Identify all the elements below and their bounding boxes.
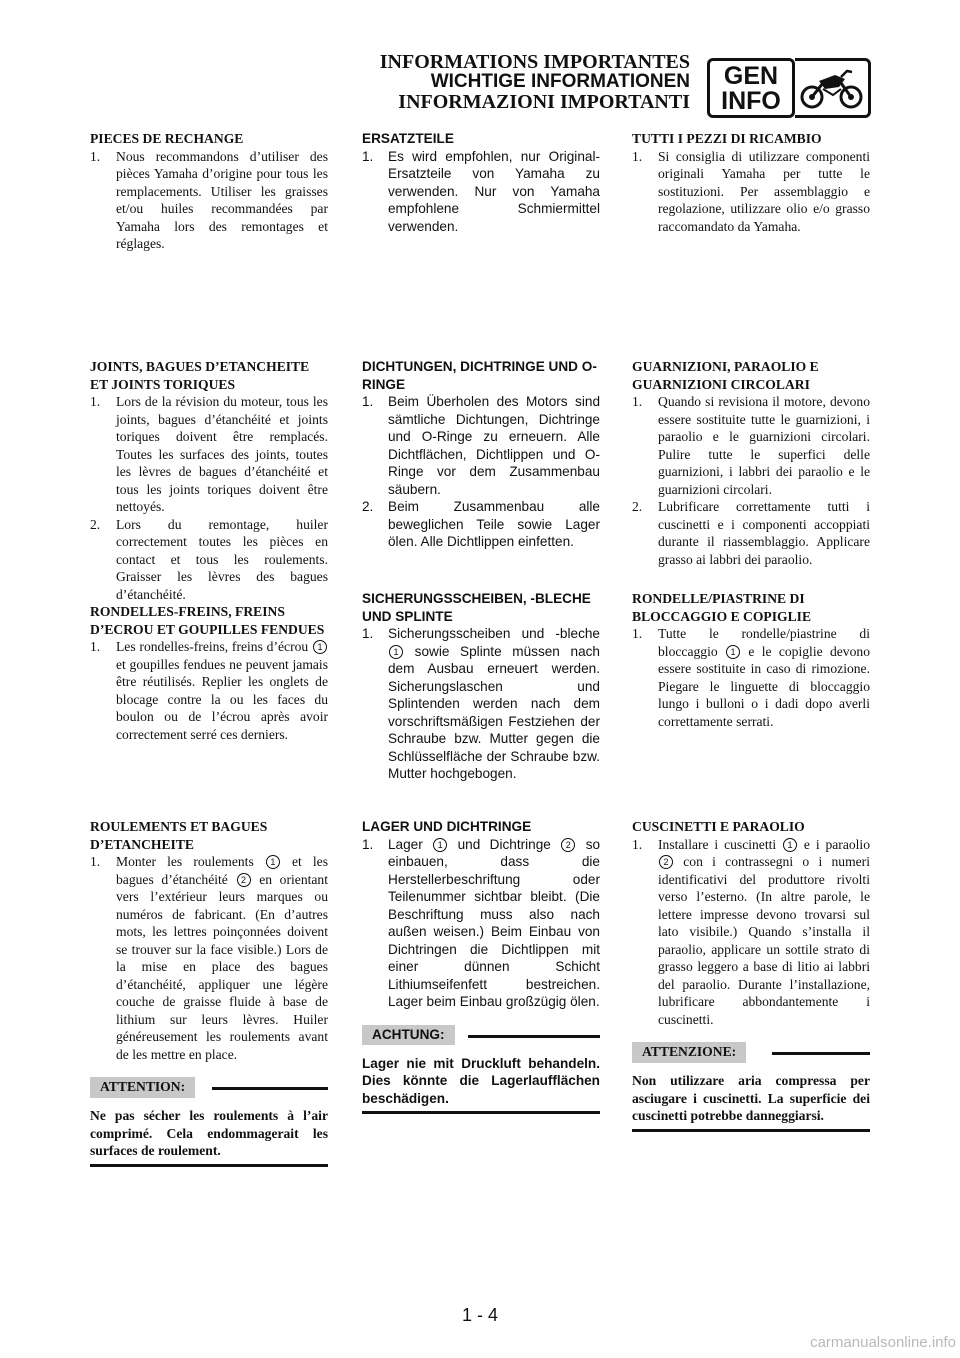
de-caution-label: ACHTUNG:: [362, 1025, 455, 1046]
list-item: [632, 625, 870, 730]
de-bearings-item1: [388, 836, 600, 1011]
item-number: 2.: [632, 499, 643, 514]
fr-bearings-item1-c: en orientant vers l’extérieur leurs marques ou numéros de fabricant. (En d’autres mots, les lettres poinçonnées doivent se trouver sur la face visible.) Lors de la mise en place des bagues d’étanchéité, appliquer une légère couche de graisse fluide à base de lithium sur leurs lèvres. Huiler généreusement les roulements avant de les mettre en place.: [116, 871, 329, 1062]
divider: [212, 1087, 328, 1090]
fr-lock-item1-a: Les rondelles-freins, freins d’écrou: [116, 639, 309, 654]
de-lock-heading: SICHERUNGSSCHEIBEN, -BLECHE UND SPLINTE: [362, 591, 591, 624]
it-bearings-item1: [658, 836, 870, 1029]
item-number: 1.: [362, 394, 374, 409]
callout-1: 1: [389, 645, 403, 659]
fr-gaskets-item2: Lors du remontage, huiler correctement toutes les pièces en contact et tous les roulements. Graisser les lèvres des bagues d’étanchéité.: [116, 516, 328, 602]
it-lock-item1: [658, 625, 870, 730]
it-bearings-item1-b: e i paraolio: [803, 836, 870, 852]
fr-section-bearings: [90, 818, 328, 1167]
callout-1: 1: [726, 645, 740, 659]
item-number: 1.: [632, 836, 643, 852]
it-section-spare-parts: [632, 130, 870, 235]
motorcycle-badge: [795, 58, 871, 118]
motorcycle-icon: [795, 61, 868, 118]
de-gaskets-item1: Beim Überholen des Motors sind sämtliche Dichtungen, Dichtringe und O-Ringe zu erneuern. Alle Dichtflächen, Dichtlippen und O-Ringe vor dem Zusammenbau säubern.: [388, 394, 600, 497]
item-number: 1.: [362, 148, 374, 164]
de-section-spare-parts: [362, 130, 600, 235]
de-caution-text: Lager nie mit Druckluft behandeln. Dies könnte die Lagerlaufflächen beschädigen.: [362, 1055, 600, 1106]
list-item: [632, 148, 870, 236]
list-item: [90, 638, 328, 743]
item-number: 2.: [90, 516, 101, 532]
de-section-bearings: [362, 818, 600, 1114]
it-bearings-item1-a: Installare i cuscinetti: [658, 836, 777, 852]
de-bearings-item1-c: so einbauen, dass die Herstellerbeschriftung oder Teilenummer sichtbar bleibt. (Die Beschriftung muss also nach außen weisen.) Beim Einbau von Dichtringen die Dichtlippen mit einer dünnen Schicht Lithiumseifenfett bestreichen. Lager beim Einbau großzügig ölen.: [388, 836, 601, 1009]
list-item: [362, 625, 600, 783]
item-number: 1.: [90, 394, 101, 409]
list-item: [362, 148, 600, 236]
it-lock-item1-a: Tutte le rondelle/piastrine di bloccaggio: [658, 626, 870, 659]
it-bearings-heading: CUSCINETTI E PARAOLIO: [632, 819, 805, 834]
divider: [772, 1052, 870, 1055]
fr-caution-label: ATTENTION:: [90, 1077, 195, 1098]
list-item: [362, 498, 600, 551]
item-number: 1.: [90, 148, 101, 164]
item-number: 2.: [362, 499, 374, 514]
de-bearings-item1-a: Lager: [388, 836, 423, 852]
fr-spare-item1: Nous recommandons d’utiliser des pièces Yamaha d’origine pour tous les remplacements. Utiliser les graisses et/ou huiles recommandées par Yamaha lors des remontages et réglages.: [116, 148, 328, 251]
de-gaskets-item2: Beim Zusammenbau alle beweglichen Teile sowie Lager ölen. Alle Dichtlippen einfetten.: [388, 499, 600, 549]
it-caution-box: [632, 1042, 870, 1132]
fr-caution-box: [90, 1077, 328, 1167]
fr-gaskets-item1: Lors de la révision du moteur, tous les joints, bagues d’étanchéité et joints toriques doivent être remplacés. Toutes les surfaces des joints, toutes les lèvres de bagues d’étanchéité et tous les joints toriques doivent être nettoyés.: [116, 394, 328, 514]
it-lock-item1-b: e le copiglie devono essere sostituite in caso di rimozione. Piegare le linguette di bloccaggio lungo i bulloni o i dadi dopo averli correttamente serrati.: [658, 643, 870, 729]
fr-lock-item1-b: et goupilles fendues ne peuvent jamais être réutilisés. Replier les onglets de blocage contre la ou les faces du boulon ou de l’écrou après avoir correctement serré ces derniers.: [116, 656, 328, 742]
footer-watermark[interactable]: carmanualsonline.info: [810, 1334, 956, 1351]
de-section-lock: [362, 590, 600, 783]
de-section-gaskets: [362, 358, 600, 551]
callout-1: 1: [433, 838, 447, 852]
item-number: 1.: [362, 626, 374, 641]
list-item: [90, 853, 328, 1063]
de-lock-item1-a: Sicherungsscheiben und -bleche: [388, 626, 600, 641]
it-bearings-item1-c: con i contrassegni o i numeri identificativi del produttore rivolti verso l’esterno. (In altre parole, le lettere impresse devono trovarsi sul lato visibile.) Quando s’installa il paraolio, applicare un sottile strato di grasso leggero a base di litio ai labbri del paraolio. Durante l’installazione, lubrificare abbondantemente i cuscinetti.: [658, 854, 870, 1027]
it-caution-text: Non utilizzare aria compressa per asciugare i cuscinetti. La superficie dei cuscinetti potrebbe danneggiarsi.: [632, 1073, 870, 1123]
callout-1: 1: [266, 855, 280, 869]
title-italian: INFORMAZIONI IMPORTANTI: [398, 91, 690, 113]
fr-bearings-heading: ROULEMENTS ET BAGUES D’ETANCHEITE: [90, 819, 268, 852]
divider: [468, 1035, 600, 1038]
item-number: 1.: [632, 148, 643, 164]
list-item: [90, 148, 328, 253]
callout-1: 1: [783, 838, 797, 852]
badge-gen: GEN: [723, 62, 779, 90]
it-spare-heading: TUTTI I PEZZI DI RICAMBIO: [632, 131, 822, 146]
fr-section-spare-parts: [90, 130, 328, 253]
divider: [362, 1111, 600, 1114]
fr-caution-text: Ne pas sécher les roulements à l’air comprimé. Cela endommagerait les surfaces de roulement.: [90, 1108, 328, 1158]
item-number: 1.: [90, 639, 101, 654]
title-french: INFORMATIONS IMPORTANTES: [379, 51, 690, 73]
it-lock-heading: RONDELLE/PIASTRINE DI BLOCCAGGIO E COPIGLIE: [632, 591, 812, 624]
de-spare-item1: Es wird empfohlen, nur Original-Ersatzteile von Yamaha zu verwenden. Nur von Yamaha empfohlene Schmiermittel verwenden.: [388, 148, 600, 234]
fr-gaskets-heading: JOINTS, BAGUES D’ETANCHEITE ET JOINTS TORIQUES: [90, 359, 310, 392]
de-lock-item1-b: sowie Splinte müssen nach dem Ausbau erneuert werden. Sicherungslaschen und Splintenden werden nach dem vorschriftsmäßigen Festziehen der Schraube bzw. Mutter gegen die Schlüsselfläche der Schraube bzw. Mutter hochgebogen.: [388, 643, 600, 781]
divider: [632, 1129, 870, 1132]
fr-bearings-item1-b: et les bagues d’étanchéité: [116, 854, 328, 887]
de-caution-box: [362, 1025, 600, 1115]
list-item: [632, 836, 870, 1029]
page-number: 1 - 4: [461, 1305, 499, 1325]
item-number: 1.: [632, 626, 643, 641]
de-spare-heading: ERSATZTEILE: [362, 131, 454, 146]
item-number: 1.: [632, 394, 643, 409]
callout-2: 2: [659, 855, 673, 869]
callout-1: 1: [313, 640, 327, 654]
it-gaskets-item2: Lubrificare correttamente tutti i cuscinetti e i componenti accoppiati durante il riassemblaggio. Applicare grasso ai labbri dei paraolio.: [658, 499, 870, 567]
page-header-titles: [380, 52, 690, 112]
list-item: [90, 516, 328, 604]
fr-bearings-item1: [116, 853, 328, 1063]
de-gaskets-heading: DICHTUNGEN, DICHTRINGE UND O-RINGE: [362, 359, 597, 392]
it-gaskets-item1: Quando si revisiona il motore, devono essere sostituite tutte le guarnizioni, i paraolio e le guarnizioni circolari. Pulire tutte le superfici delle guarnizioni, i labbri dei paraolio e le guarnizioni circolari.: [658, 394, 870, 497]
it-section-gaskets: [632, 358, 870, 568]
it-caution-label: ATTENZIONE:: [632, 1042, 746, 1063]
list-item: [362, 836, 600, 1011]
it-spare-item1: Si consiglia di utilizzare componenti originali Yamaha per tutte le sostituzioni. Per assemblaggio e regolazione, utilizzare olio e/o grasso raccomandato da Yamaha.: [658, 148, 870, 234]
item-number: 1.: [362, 836, 374, 852]
fr-spare-heading: PIECES DE RECHANGE: [90, 131, 244, 146]
callout-2: 2: [561, 838, 575, 852]
list-item: [90, 393, 328, 516]
item-number: 1.: [90, 854, 101, 869]
fr-section-gaskets: [90, 358, 328, 743]
it-section-bearings: [632, 818, 870, 1132]
list-item: [632, 393, 870, 498]
it-section-lock: [632, 590, 870, 730]
fr-bearings-item1-a: Monter les roulements: [116, 854, 254, 869]
de-bearings-item1-b: und Dichtringe: [457, 836, 551, 852]
it-gaskets-heading: GUARNIZIONI, PARAOLIO E GUARNIZIONI CIRCOLARI: [632, 359, 819, 392]
list-item: [362, 393, 600, 498]
gen-info-badge: [707, 58, 795, 118]
title-german: WICHTIGE INFORMATIONEN: [430, 71, 690, 92]
divider: [90, 1164, 328, 1167]
callout-2: 2: [237, 873, 251, 887]
de-lock-item1: [388, 625, 600, 783]
badge-info: INFO: [721, 87, 781, 115]
fr-lock-heading: RONDELLES-FREINS, FREINS D’ECROU ET GOUPILLES FENDUES: [90, 604, 325, 637]
list-item: [632, 498, 870, 568]
de-bearings-heading: LAGER UND DICHTRINGE: [362, 819, 532, 834]
fr-lock-item1: [116, 638, 328, 743]
